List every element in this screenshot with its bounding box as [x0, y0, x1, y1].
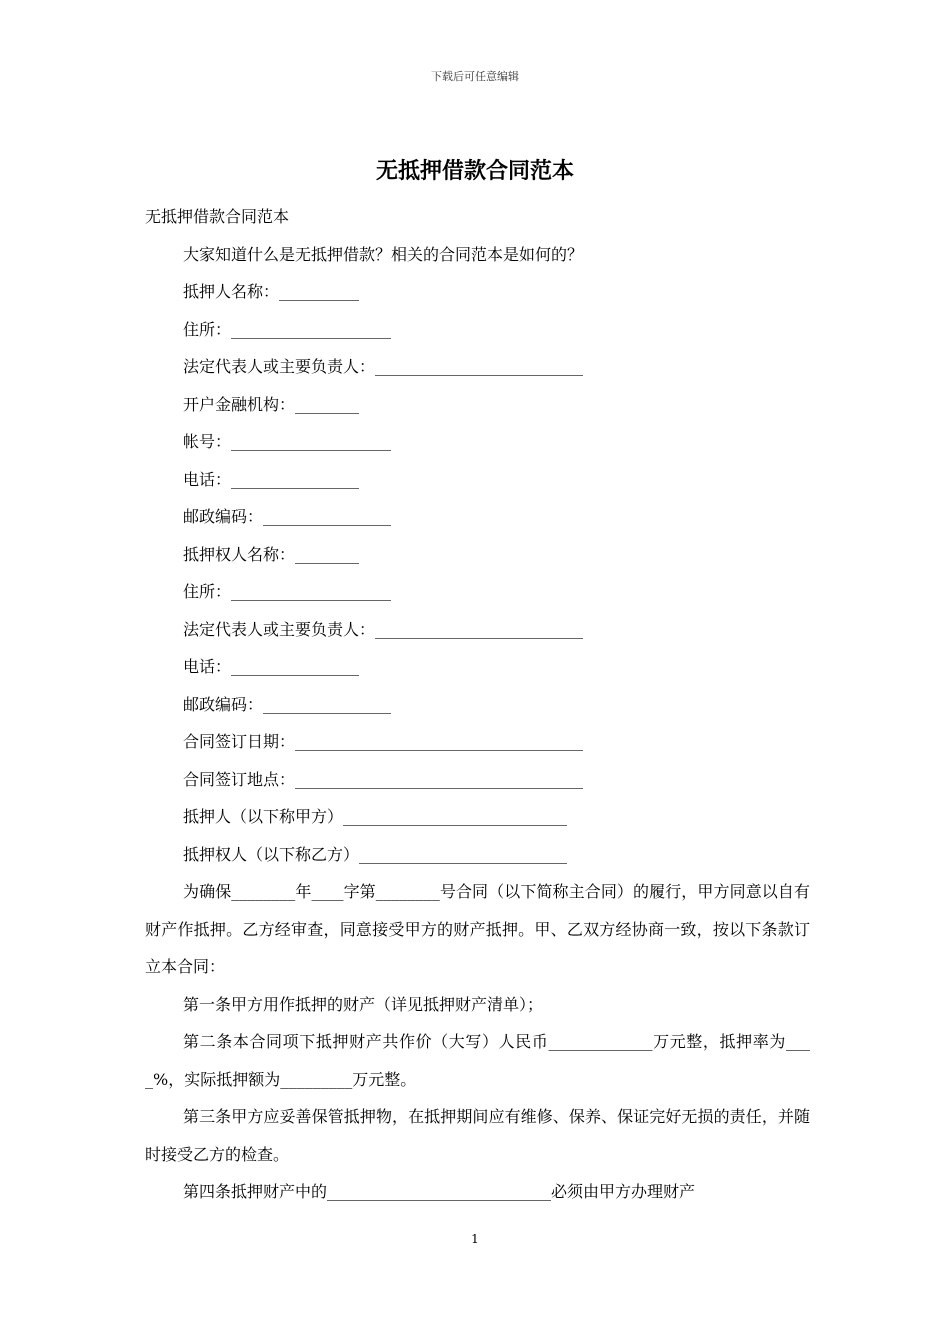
field-mortgagor-representative: 法定代表人或主要负责人：__________________________: [183, 357, 584, 376]
field-mortgagor-account: 帐号：____________________: [183, 432, 392, 451]
document-body: [145, 198, 810, 1211]
field-mortgagee-postcode: 邮政编码：________________: [183, 694, 392, 714]
field-mortgagor-phone: 电话：________________: [183, 469, 360, 489]
field-party-a: 抵押人（以下称甲方）____________________________: [183, 807, 568, 826]
paragraph-article-1: 第一条甲方用作抵押的财产（详见抵押财产清单）；: [183, 994, 544, 1014]
field-mortgagor-postcode: 邮政编码：________________: [183, 507, 392, 526]
field-mortgagor-name: 抵押人名称：__________: [183, 282, 360, 301]
field-mortgagor-address: 住所：____________________: [183, 319, 392, 339]
page-number: 1: [471, 1232, 479, 1246]
field-sign-place: 合同签订地点：____________________________________: [183, 769, 584, 789]
paragraph-article-2: 第二条本合同项下抵押财产共作价（大写）人民币_____________万元整，抵押率为____%，实际抵押额为_________万元整。: [145, 1032, 810, 1089]
intro-text: 大家知道什么是无抵押借款？相关的合同范本是如何的？: [183, 244, 584, 264]
document-subtitle: 无抵押借款合同范本: [145, 207, 290, 226]
paragraph-article-3: 第三条甲方应妥善保管抵押物，在抵押期间应有维修、保养、保证完好无损的责任，并随时接受乙方的检查。: [145, 1107, 810, 1164]
field-mortgagee-name: 抵押权人名称：________: [183, 544, 360, 564]
field-mortgagor-bank: 开户金融机构：________: [183, 394, 360, 414]
field-mortgagee-phone: 电话：________________: [183, 657, 360, 676]
field-sign-date: 合同签订日期：____________________________________: [183, 732, 584, 751]
header-note: 下载后可任意编辑: [431, 70, 519, 83]
paragraph-article-4: 第四条抵押财产中的____________________________必须由甲方办理财产: [183, 1182, 696, 1201]
paragraph-preamble: 为确保________年____字第________号合同（以下简称主合同）的履行，甲方同意以自有财产作抵押。乙方经审查，同意接受甲方的财产抵押。甲、乙双方经协商一致，按以下条款订立本合同：: [145, 882, 810, 976]
field-mortgagee-address: 住所：____________________: [183, 582, 392, 601]
field-party-b: 抵押权人（以下称乙方）__________________________: [183, 844, 568, 864]
document-title: 无抵押借款合同范本: [375, 158, 574, 184]
field-mortgagee-representative: 法定代表人或主要负责人：__________________________: [183, 619, 584, 639]
